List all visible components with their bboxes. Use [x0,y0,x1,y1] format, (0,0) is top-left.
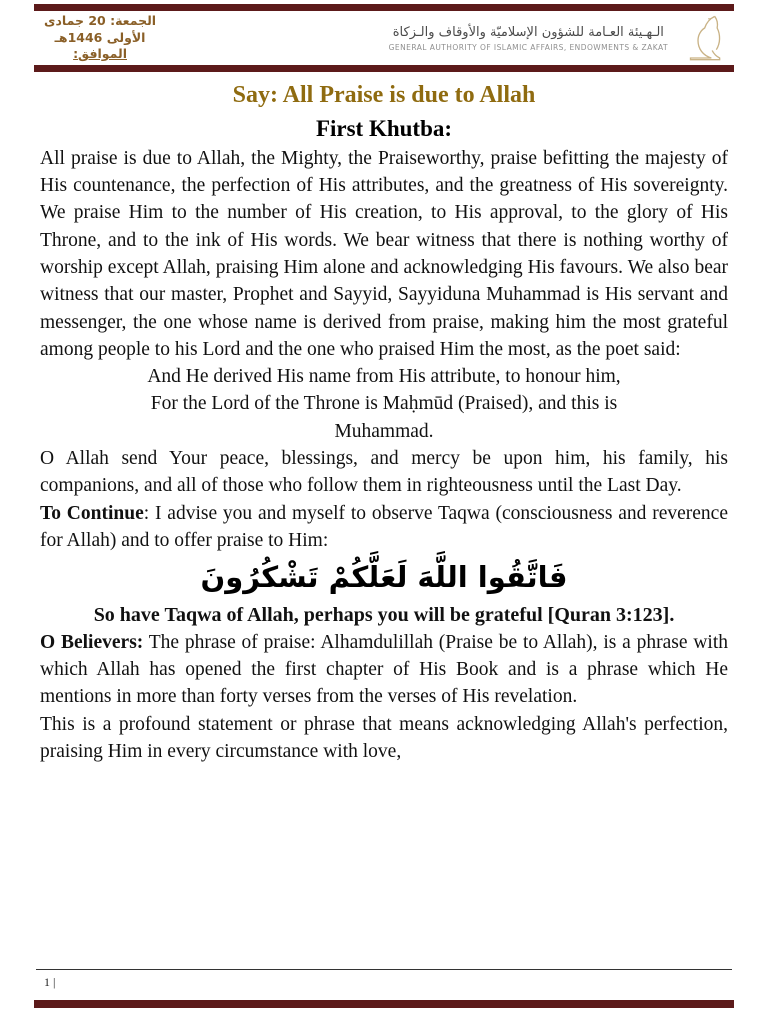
footer-bottom-bar [34,1000,734,1008]
paragraph-to-continue [40,500,728,555]
footer-divider [36,969,732,970]
paragraph-profound-statement: This is a profound statement or phrase that means acknowledging Allah's perfection, praising Him in every circumstance with love, [40,713,728,762]
header-date-arabic [44,13,156,64]
paragraph-to-continue-text: : I advise you and myself to observe Taqwa (consciousness and reverence for Allah) and to offer praise to Him: [40,502,728,551]
paragraph-o-believers [40,629,728,711]
paragraph-o-believers-text: The phrase of praise: Alhamdulillah (Praise be to Allah), is a phrase with which Allah has opened the first chapter of His Book and is a phrase which He mentions in more than forty verses from the verses of His revelation. [40,631,728,708]
falcon-logo-icon [678,13,728,63]
paragraph-o-believers-lead: O Believers: [40,631,144,653]
paragraph-to-continue-lead: To Continue [40,502,144,524]
authority-name-english: GENERAL AUTHORITY OF ISLAMIC AFFAIRS, ENDOWMENTS & ZAKAT [388,42,668,52]
paragraph-opening-praise: All praise is due to Allah, the Mighty, the Praiseworthy, praise befitting the majesty of His countenance, the perfection of His attributes, and the greatness of His sovereignty. We praise Him to the number of His creation, to His approval, to the glory of His Throne, and to the ink of His words. We bear witness that there is nothing worthy of worship except Allah, praising Him alone and acknowledging His favours. We also bear witness that our master, Prophet and Sayyid, Sayyiduna Muhammad is His servant and messenger, the one whose name is derived from praise, making him the most grateful among people to his Lord and the one who praised Him the most, as the poet said: [40,147,728,360]
authority-logo [389,13,728,63]
authority-logo-text [389,25,668,52]
poem-line-3: Muhammad. [334,420,434,442]
poem-line-1: And He derived His name from His attribute, to honour him, [147,366,621,388]
paragraph-salawat: O Allah send Your peace, blessings, and mercy be upon him, his family, his companions, and all of those who follow them in righteousness until the Last Day. [40,448,728,497]
poem-line-2: For the Lord of the Throne is Maḥmūd (Praised), and this is [150,393,618,415]
document-body [0,72,768,765]
page-number: 1 | [44,975,56,989]
quran-verse-translation: So have Taqwa of Allah, perhaps you will be grateful [Quran 3:123]. [93,603,675,626]
date-line-2: الأولى 1446هـ [54,29,146,45]
document-header [0,11,768,65]
page-title: Say: All Praise is due to Allah [232,82,536,108]
header-bottom-bar [34,65,734,72]
authority-name-arabic: الـهـيئة العـامة للشؤون الإسلاميّة والأوقاف والـزكاة [392,24,664,40]
quran-verse-arabic: فَاتَّقُوا اللَّهَ لَعَلَّكُمْ تَشْكُرُونَ [200,560,568,595]
date-line-3: الموافق: [73,46,127,62]
section-heading-first-khutba: First Khutba: [315,115,453,141]
date-line-1: الجمعة: 20 جمادى [44,12,157,28]
header-top-bar [34,4,734,11]
